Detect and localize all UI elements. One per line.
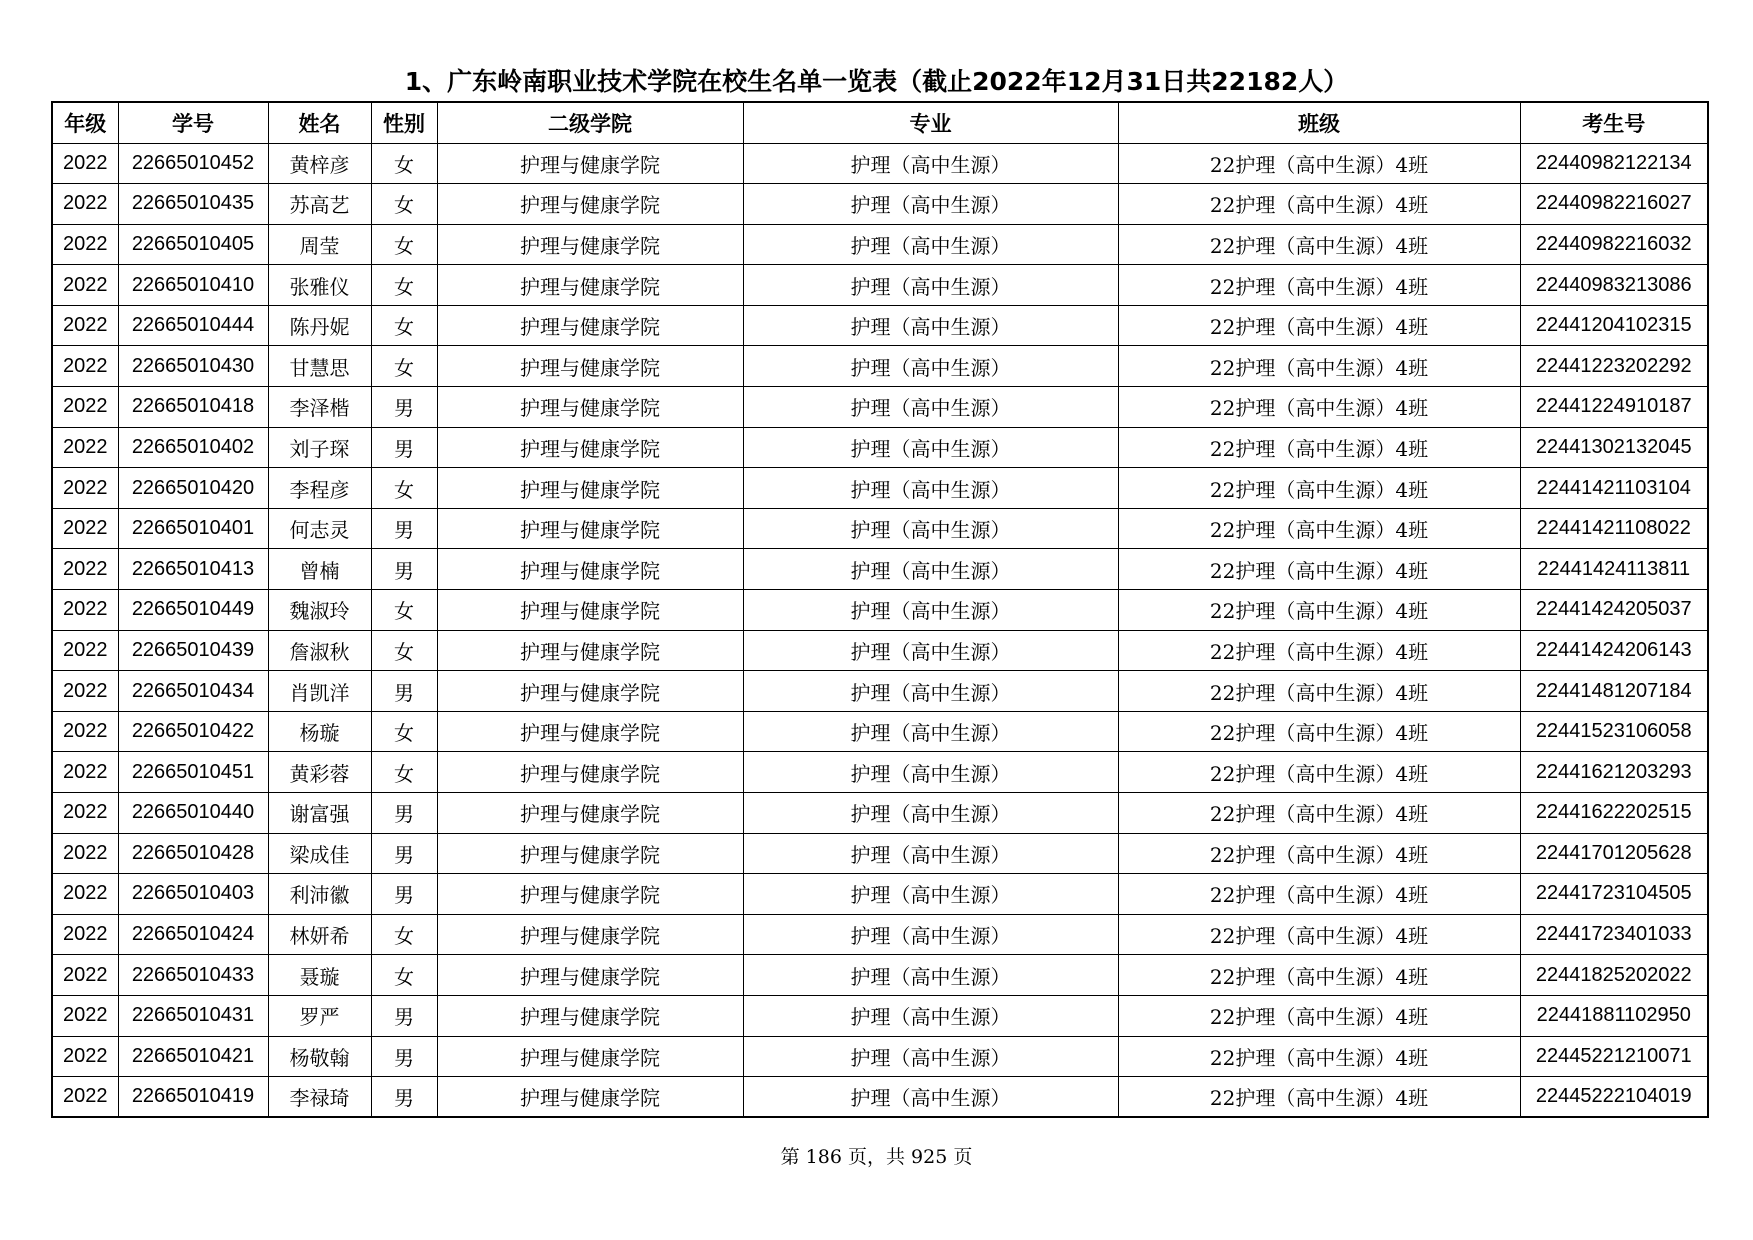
cell-college: 护理与健康学院	[437, 874, 743, 915]
cell-college: 护理与健康学院	[437, 549, 743, 590]
table-row	[52, 711, 1708, 752]
table-row	[52, 143, 1708, 184]
cell-grade: 2022	[52, 995, 118, 1036]
cell-class: 22护理（高中生源）4班	[1118, 711, 1520, 752]
cell-name: 何志灵	[268, 508, 371, 549]
cell-name: 周莹	[268, 224, 371, 265]
cell-exam-number: 22440982216032	[1520, 224, 1708, 265]
header-exam-number: 考生号	[1520, 102, 1708, 143]
cell-name: 苏高艺	[268, 184, 371, 225]
table-row	[52, 630, 1708, 671]
cell-grade: 2022	[52, 752, 118, 793]
cell-gender: 男	[371, 508, 437, 549]
cell-gender: 男	[371, 1036, 437, 1077]
cell-student-id: 22665010428	[118, 833, 268, 874]
cell-class: 22护理（高中生源）4班	[1118, 874, 1520, 915]
cell-major: 护理（高中生源）	[743, 711, 1118, 752]
cell-college: 护理与健康学院	[437, 793, 743, 834]
cell-gender: 男	[371, 793, 437, 834]
cell-college: 护理与健康学院	[437, 346, 743, 387]
cell-college: 护理与健康学院	[437, 184, 743, 225]
table-row	[52, 1036, 1708, 1077]
cell-college: 护理与健康学院	[437, 671, 743, 712]
cell-gender: 男	[371, 387, 437, 428]
cell-class: 22护理（高中生源）4班	[1118, 671, 1520, 712]
cell-grade: 2022	[52, 143, 118, 184]
cell-class: 22护理（高中生源）4班	[1118, 143, 1520, 184]
cell-major: 护理（高中生源）	[743, 995, 1118, 1036]
cell-class: 22护理（高中生源）4班	[1118, 184, 1520, 225]
cell-class: 22护理（高中生源）4班	[1118, 630, 1520, 671]
page-footer: 第 186 页，共 925 页	[780, 1146, 973, 1168]
cell-gender: 女	[371, 305, 437, 346]
cell-exam-number: 22445221210071	[1520, 1036, 1708, 1077]
cell-student-id: 22665010424	[118, 914, 268, 955]
cell-student-id: 22665010451	[118, 752, 268, 793]
cell-class: 22护理（高中生源）4班	[1118, 833, 1520, 874]
cell-exam-number: 22440983213086	[1520, 265, 1708, 306]
table-row	[52, 427, 1708, 468]
cell-college: 护理与健康学院	[437, 468, 743, 509]
cell-major: 护理（高中生源）	[743, 468, 1118, 509]
cell-college: 护理与健康学院	[437, 955, 743, 996]
cell-college: 护理与健康学院	[437, 590, 743, 631]
cell-college: 护理与健康学院	[437, 914, 743, 955]
cell-name: 罗严	[268, 995, 371, 1036]
cell-exam-number: 22440982216027	[1520, 184, 1708, 225]
header-gender: 性别	[371, 102, 437, 143]
cell-class: 22护理（高中生源）4班	[1118, 1036, 1520, 1077]
cell-college: 护理与健康学院	[437, 630, 743, 671]
cell-gender: 男	[371, 549, 437, 590]
table-row	[52, 265, 1708, 306]
cell-student-id: 22665010418	[118, 387, 268, 428]
cell-college: 护理与健康学院	[437, 427, 743, 468]
cell-exam-number: 22441723104505	[1520, 874, 1708, 915]
table-row	[52, 914, 1708, 955]
cell-college: 护理与健康学院	[437, 305, 743, 346]
cell-grade: 2022	[52, 874, 118, 915]
table-row	[52, 590, 1708, 631]
cell-student-id: 22665010433	[118, 955, 268, 996]
cell-major: 护理（高中生源）	[743, 874, 1118, 915]
cell-student-id: 22665010403	[118, 874, 268, 915]
cell-major: 护理（高中生源）	[743, 914, 1118, 955]
cell-grade: 2022	[52, 468, 118, 509]
cell-student-id: 22665010413	[118, 549, 268, 590]
cell-exam-number: 22441424113811	[1520, 549, 1708, 590]
cell-class: 22护理（高中生源）4班	[1118, 387, 1520, 428]
cell-gender: 女	[371, 590, 437, 631]
header-major: 专业	[743, 102, 1118, 143]
cell-exam-number: 22441421108022	[1520, 508, 1708, 549]
cell-name: 梁成佳	[268, 833, 371, 874]
cell-exam-number: 22441723401033	[1520, 914, 1708, 955]
cell-name: 肖凯洋	[268, 671, 371, 712]
cell-name: 黄彩蓉	[268, 752, 371, 793]
cell-gender: 男	[371, 874, 437, 915]
cell-major: 护理（高中生源）	[743, 630, 1118, 671]
cell-name: 刘子琛	[268, 427, 371, 468]
cell-major: 护理（高中生源）	[743, 184, 1118, 225]
cell-class: 22护理（高中生源）4班	[1118, 346, 1520, 387]
cell-major: 护理（高中生源）	[743, 427, 1118, 468]
cell-grade: 2022	[52, 711, 118, 752]
cell-name: 张雅仪	[268, 265, 371, 306]
cell-grade: 2022	[52, 914, 118, 955]
cell-college: 护理与健康学院	[437, 224, 743, 265]
cell-name: 杨敬翰	[268, 1036, 371, 1077]
cell-class: 22护理（高中生源）4班	[1118, 995, 1520, 1036]
cell-class: 22护理（高中生源）4班	[1118, 914, 1520, 955]
cell-college: 护理与健康学院	[437, 387, 743, 428]
table-row	[52, 224, 1708, 265]
cell-college: 护理与健康学院	[437, 711, 743, 752]
cell-class: 22护理（高中生源）4班	[1118, 265, 1520, 306]
cell-student-id: 22665010402	[118, 427, 268, 468]
cell-student-id: 22665010444	[118, 305, 268, 346]
page-title: 1、广东岭南职业技术学院在校生名单一览表（截止2022年12月31日共22182人）	[404, 67, 1349, 96]
header-grade: 年级	[52, 102, 118, 143]
cell-major: 护理（高中生源）	[743, 224, 1118, 265]
table-row	[52, 184, 1708, 225]
table-row	[52, 995, 1708, 1036]
cell-exam-number: 22441825202022	[1520, 955, 1708, 996]
cell-student-id: 22665010422	[118, 711, 268, 752]
cell-gender: 女	[371, 752, 437, 793]
cell-major: 护理（高中生源）	[743, 671, 1118, 712]
cell-major: 护理（高中生源）	[743, 590, 1118, 631]
cell-name: 谢富强	[268, 793, 371, 834]
cell-gender: 男	[371, 671, 437, 712]
cell-grade: 2022	[52, 224, 118, 265]
cell-name: 甘慧思	[268, 346, 371, 387]
table-row	[52, 874, 1708, 915]
cell-class: 22护理（高中生源）4班	[1118, 1077, 1520, 1118]
cell-grade: 2022	[52, 508, 118, 549]
cell-student-id: 22665010401	[118, 508, 268, 549]
table-header-row	[52, 102, 1708, 143]
table-row	[52, 955, 1708, 996]
cell-exam-number: 22441302132045	[1520, 427, 1708, 468]
cell-grade: 2022	[52, 833, 118, 874]
cell-college: 护理与健康学院	[437, 752, 743, 793]
cell-student-id: 22665010449	[118, 590, 268, 631]
cell-exam-number: 22441621203293	[1520, 752, 1708, 793]
table-row	[52, 468, 1708, 509]
cell-exam-number: 22441424206143	[1520, 630, 1708, 671]
cell-gender: 男	[371, 427, 437, 468]
cell-class: 22护理（高中生源）4班	[1118, 590, 1520, 631]
cell-exam-number: 22441881102950	[1520, 995, 1708, 1036]
cell-gender: 女	[371, 468, 437, 509]
cell-college: 护理与健康学院	[437, 265, 743, 306]
cell-student-id: 22665010405	[118, 224, 268, 265]
table-row	[52, 752, 1708, 793]
cell-class: 22护理（高中生源）4班	[1118, 508, 1520, 549]
cell-class: 22护理（高中生源）4班	[1118, 549, 1520, 590]
cell-gender: 男	[371, 833, 437, 874]
table-row	[52, 508, 1708, 549]
cell-major: 护理（高中生源）	[743, 1036, 1118, 1077]
cell-major: 护理（高中生源）	[743, 265, 1118, 306]
cell-major: 护理（高中生源）	[743, 346, 1118, 387]
cell-student-id: 22665010439	[118, 630, 268, 671]
table-row	[52, 305, 1708, 346]
cell-name: 魏淑玲	[268, 590, 371, 631]
cell-gender: 女	[371, 224, 437, 265]
table-row	[52, 549, 1708, 590]
cell-gender: 女	[371, 630, 437, 671]
cell-grade: 2022	[52, 590, 118, 631]
cell-major: 护理（高中生源）	[743, 793, 1118, 834]
cell-college: 护理与健康学院	[437, 833, 743, 874]
cell-exam-number: 22441421103104	[1520, 468, 1708, 509]
cell-exam-number: 22445222104019	[1520, 1077, 1708, 1118]
table-row	[52, 346, 1708, 387]
cell-name: 詹淑秋	[268, 630, 371, 671]
cell-student-id: 22665010430	[118, 346, 268, 387]
cell-grade: 2022	[52, 184, 118, 225]
cell-exam-number: 22441701205628	[1520, 833, 1708, 874]
cell-student-id: 22665010420	[118, 468, 268, 509]
cell-major: 护理（高中生源）	[743, 387, 1118, 428]
cell-gender: 女	[371, 346, 437, 387]
table-row	[52, 833, 1708, 874]
cell-gender: 男	[371, 1077, 437, 1118]
cell-exam-number: 22441481207184	[1520, 671, 1708, 712]
student-roster-table	[51, 101, 1709, 1118]
cell-name: 聂璇	[268, 955, 371, 996]
cell-exam-number: 22441523106058	[1520, 711, 1708, 752]
cell-class: 22护理（高中生源）4班	[1118, 955, 1520, 996]
cell-grade: 2022	[52, 630, 118, 671]
cell-grade: 2022	[52, 671, 118, 712]
cell-name: 杨璇	[268, 711, 371, 752]
header-name: 姓名	[268, 102, 371, 143]
cell-student-id: 22665010419	[118, 1077, 268, 1118]
cell-grade: 2022	[52, 427, 118, 468]
cell-major: 护理（高中生源）	[743, 549, 1118, 590]
cell-major: 护理（高中生源）	[743, 833, 1118, 874]
cell-exam-number: 22441204102315	[1520, 305, 1708, 346]
cell-exam-number: 22440982122134	[1520, 143, 1708, 184]
cell-name: 陈丹妮	[268, 305, 371, 346]
cell-grade: 2022	[52, 1036, 118, 1077]
cell-class: 22护理（高中生源）4班	[1118, 224, 1520, 265]
cell-gender: 女	[371, 711, 437, 752]
cell-college: 护理与健康学院	[437, 1036, 743, 1077]
cell-grade: 2022	[52, 955, 118, 996]
cell-exam-number: 22441224910187	[1520, 387, 1708, 428]
cell-student-id: 22665010452	[118, 143, 268, 184]
cell-name: 曾楠	[268, 549, 371, 590]
table-row	[52, 1077, 1708, 1118]
cell-exam-number: 22441223202292	[1520, 346, 1708, 387]
cell-student-id: 22665010440	[118, 793, 268, 834]
cell-student-id: 22665010435	[118, 184, 268, 225]
table-row	[52, 387, 1708, 428]
cell-grade: 2022	[52, 346, 118, 387]
cell-name: 利沛徽	[268, 874, 371, 915]
cell-gender: 女	[371, 914, 437, 955]
header-college: 二级学院	[437, 102, 743, 143]
cell-class: 22护理（高中生源）4班	[1118, 427, 1520, 468]
cell-gender: 女	[371, 143, 437, 184]
header-student-id: 学号	[118, 102, 268, 143]
cell-gender: 男	[371, 995, 437, 1036]
cell-name: 李泽楷	[268, 387, 371, 428]
cell-major: 护理（高中生源）	[743, 1077, 1118, 1118]
table-row	[52, 671, 1708, 712]
cell-grade: 2022	[52, 793, 118, 834]
cell-college: 护理与健康学院	[437, 143, 743, 184]
cell-exam-number: 22441424205037	[1520, 590, 1708, 631]
cell-student-id: 22665010434	[118, 671, 268, 712]
cell-class: 22护理（高中生源）4班	[1118, 793, 1520, 834]
header-class: 班级	[1118, 102, 1520, 143]
cell-grade: 2022	[52, 387, 118, 428]
cell-student-id: 22665010431	[118, 995, 268, 1036]
cell-name: 林妍希	[268, 914, 371, 955]
cell-major: 护理（高中生源）	[743, 955, 1118, 996]
cell-name: 黄梓彦	[268, 143, 371, 184]
cell-major: 护理（高中生源）	[743, 305, 1118, 346]
cell-student-id: 22665010421	[118, 1036, 268, 1077]
cell-grade: 2022	[52, 1077, 118, 1118]
cell-student-id: 22665010410	[118, 265, 268, 306]
cell-grade: 2022	[52, 265, 118, 306]
cell-class: 22护理（高中生源）4班	[1118, 468, 1520, 509]
cell-class: 22护理（高中生源）4班	[1118, 752, 1520, 793]
cell-gender: 女	[371, 184, 437, 225]
cell-grade: 2022	[52, 305, 118, 346]
table-body	[52, 143, 1708, 1117]
table-row	[52, 793, 1708, 834]
cell-grade: 2022	[52, 549, 118, 590]
cell-name: 李禄琦	[268, 1077, 371, 1118]
cell-name: 李程彦	[268, 468, 371, 509]
cell-college: 护理与健康学院	[437, 1077, 743, 1118]
cell-gender: 女	[371, 955, 437, 996]
cell-gender: 女	[371, 265, 437, 306]
cell-exam-number: 22441622202515	[1520, 793, 1708, 834]
cell-major: 护理（高中生源）	[743, 143, 1118, 184]
cell-major: 护理（高中生源）	[743, 752, 1118, 793]
cell-college: 护理与健康学院	[437, 508, 743, 549]
cell-class: 22护理（高中生源）4班	[1118, 305, 1520, 346]
cell-college: 护理与健康学院	[437, 995, 743, 1036]
cell-major: 护理（高中生源）	[743, 508, 1118, 549]
